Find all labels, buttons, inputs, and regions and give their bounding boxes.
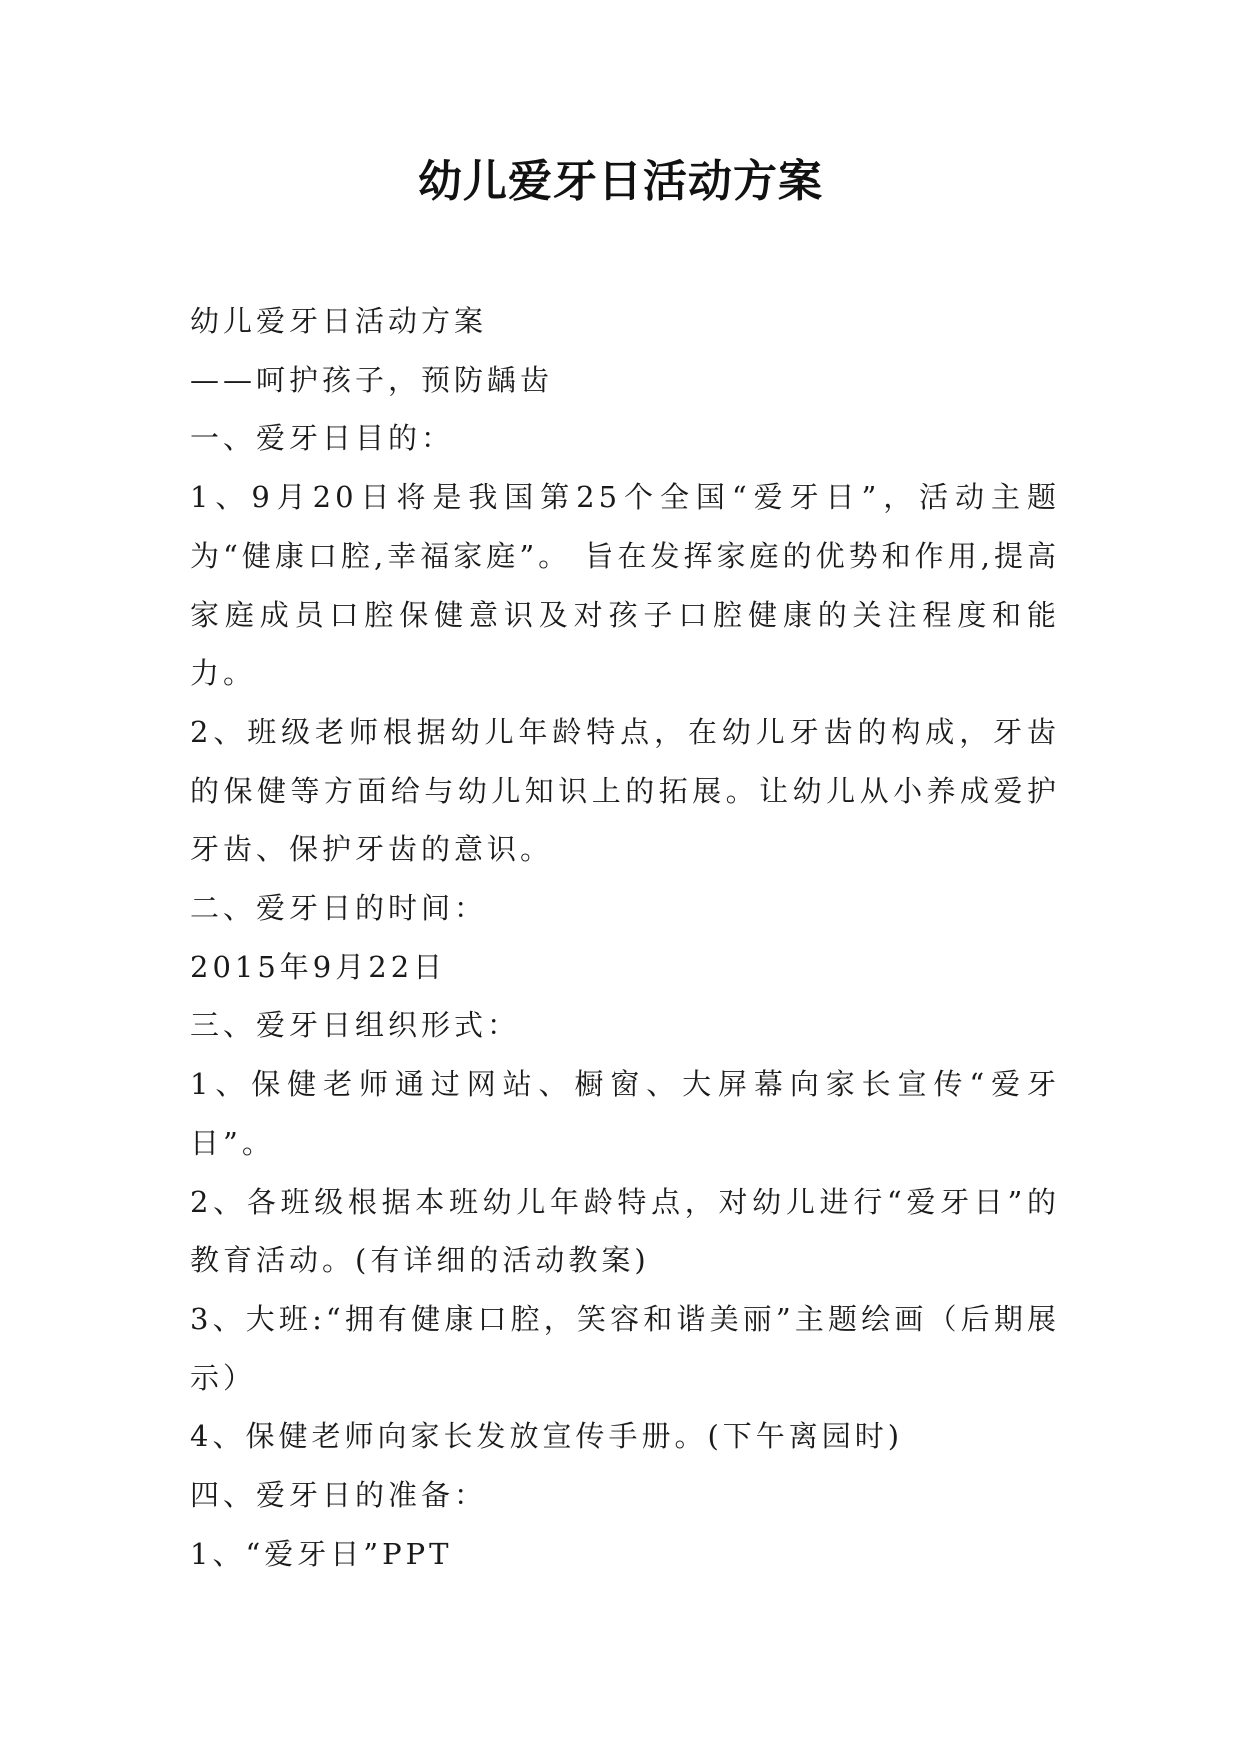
section-heading-time: 二、爱牙日的时间： — [190, 891, 488, 926]
slogan-line: ——呵护孩子，预防龋齿 — [190, 362, 554, 397]
event-date: 2015年9月22日 — [190, 949, 447, 984]
format-item-4: 4、保健老师向家长发放宣传手册。(下午离园时) — [190, 1419, 904, 1454]
format-item-1: 1、保健老师通过网站、橱窗、大屏幕向家长宣传“爱牙日”。 — [190, 1067, 1060, 1160]
section-heading-preparation: 四、爱牙日的准备： — [190, 1478, 488, 1513]
purpose-item-2: 2、班级老师根据幼儿年龄特点，在幼儿牙齿的构成，牙齿的保健等方面给与幼儿知识上的拓展。让幼儿从小养成爱护牙齿、保护牙齿的意识。 — [190, 714, 1060, 867]
format-item-2: 2、各班级根据本班幼儿年龄特点，对幼儿进行“爱牙日”的教育活动。(有详细的活动教案) — [190, 1184, 1060, 1278]
format-item-3: 3、大班:“拥有健康口腔，笑容和谐美丽”主题绘画（后期展示） — [190, 1301, 1060, 1395]
subtitle-line: 幼儿爱牙日活动方案 — [190, 304, 488, 338]
document-body — [190, 292, 1060, 1583]
section-heading-format: 三、爱牙日组织形式： — [190, 1008, 521, 1043]
preparation-item-1: 1、“爱牙日”PPT — [190, 1536, 453, 1571]
section-heading-purpose: 一、爱牙日目的： — [190, 421, 455, 456]
document-title: 幼儿爱牙日活动方案 — [418, 156, 823, 207]
purpose-item-1: 1、9月20日将是我国第25个全国“爱牙日”，活动主题为“健康口腔,幸福家庭”。 旨在发挥家庭的优势和作用,提高家庭成员口腔保健意识及对孩子口腔健康的关注程度和能力。 — [190, 480, 1060, 691]
